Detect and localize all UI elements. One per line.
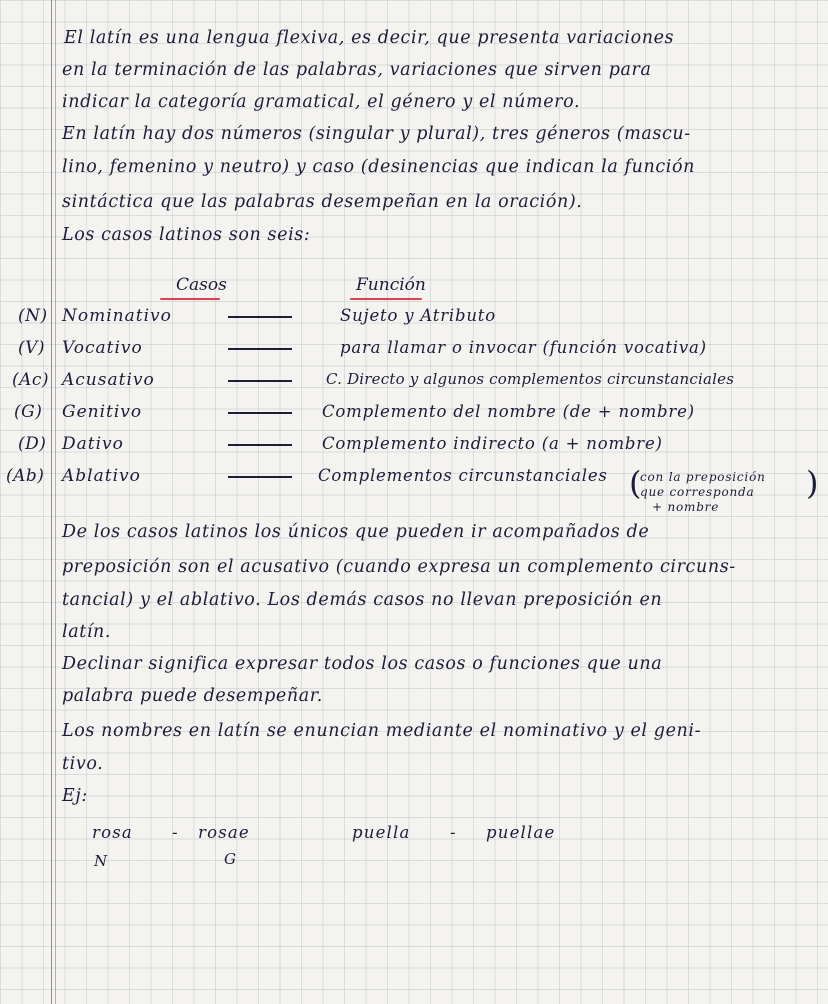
intro-line-3: indicar la categoría gramatical, el género y el número. [62, 92, 581, 112]
case-name: Ablativo [62, 466, 141, 486]
body-line-6: palabra puede desempeñar. [62, 686, 323, 706]
example-nominative-1: rosa [92, 823, 133, 842]
body-line-4: latín. [62, 622, 112, 642]
body-line-2: preposición son el acusativo (cuando expresa un complemento circuns- [62, 557, 736, 577]
body-line-9: Ej: [62, 786, 88, 806]
dash-separator [228, 316, 292, 318]
ablative-note [640, 470, 810, 515]
case-row-nominativo [0, 306, 828, 336]
dash-separator [228, 348, 292, 350]
header-function: Función [356, 275, 426, 295]
case-function: Complementos circunstanciales [318, 466, 608, 485]
case-abbr: (Ac) [12, 370, 50, 390]
case-abbr: (G) [14, 402, 43, 422]
header-cases: Casos [176, 275, 227, 295]
example-nominative-2: puella [352, 823, 411, 842]
case-function: Complemento indirecto (a + nombre) [322, 434, 663, 453]
header-cases-underline [160, 298, 220, 300]
case-function: para llamar o invocar (función vocativa) [340, 338, 707, 357]
intro-line-5: lino, femenino y neutro) y caso (desinencias que indican la función [62, 157, 695, 177]
case-name: Acusativo [62, 370, 155, 390]
case-name: Vocativo [62, 338, 143, 358]
intro-line-4: En latín hay dos números (singular y plural), tres géneros (mascu- [62, 124, 691, 144]
example-tag-nominative: N [94, 852, 108, 870]
intro-line-2: en la terminación de las palabras, variaciones que sirven para [62, 60, 652, 80]
case-row-dativo [0, 434, 828, 464]
intro-line-6: sintáctica que las palabras desempeñan en la oración). [62, 192, 583, 212]
body-line-1: De los casos latinos los únicos que pueden ir acompañados de [62, 522, 650, 542]
left-brace: ( [629, 464, 642, 502]
case-abbr: (N) [18, 306, 48, 326]
case-row-acusativo [0, 370, 828, 400]
header-function-underline [350, 298, 422, 300]
body-line-5: Declinar significa expresar todos los casos o funciones que una [62, 654, 663, 674]
example-genitive-1: rosae [198, 823, 250, 842]
case-name: Dativo [62, 434, 124, 454]
case-row-vocativo [0, 338, 828, 368]
body-line-3: tancial) y el ablativo. Los demás casos no llevan preposición en [62, 590, 663, 610]
example-genitive-2: puellae [486, 823, 556, 842]
case-name: Genitivo [62, 402, 143, 422]
example-tag-genitive: G [224, 850, 236, 868]
case-abbr: (Ab) [6, 466, 45, 486]
margin-line [51, 0, 52, 1004]
case-function: Sujeto y Atributo [340, 306, 496, 325]
intro-line-7: Los casos latinos son seis: [62, 225, 311, 245]
right-brace: ) [806, 464, 819, 502]
margin-line-secondary [55, 0, 56, 1004]
example-separator-1: - [172, 823, 179, 842]
dash-separator [228, 476, 292, 478]
case-function: Complemento del nombre (de + nombre) [322, 402, 695, 421]
case-abbr: (D) [18, 434, 47, 454]
intro-line-1: El latín es una lengua flexiva, es decir, que presenta variaciones [64, 28, 675, 48]
ablative-note-line: que corresponda [640, 485, 755, 499]
dash-separator [228, 412, 292, 414]
case-abbr: (V) [18, 338, 46, 358]
dash-separator [228, 444, 292, 446]
body-line-8: tivo. [62, 754, 104, 774]
ablative-note-line: con la preposición [640, 470, 766, 484]
example-separator-2: - [450, 823, 457, 842]
case-function: C. Directo y algunos complementos circunstanciales [326, 370, 735, 388]
case-name: Nominativo [62, 306, 172, 326]
case-row-genitivo [0, 402, 828, 432]
dash-separator [228, 380, 292, 382]
ablative-note-line: + nombre [652, 500, 720, 514]
body-line-7: Los nombres en latín se enuncian mediante el nominativo y el geni- [62, 721, 702, 741]
